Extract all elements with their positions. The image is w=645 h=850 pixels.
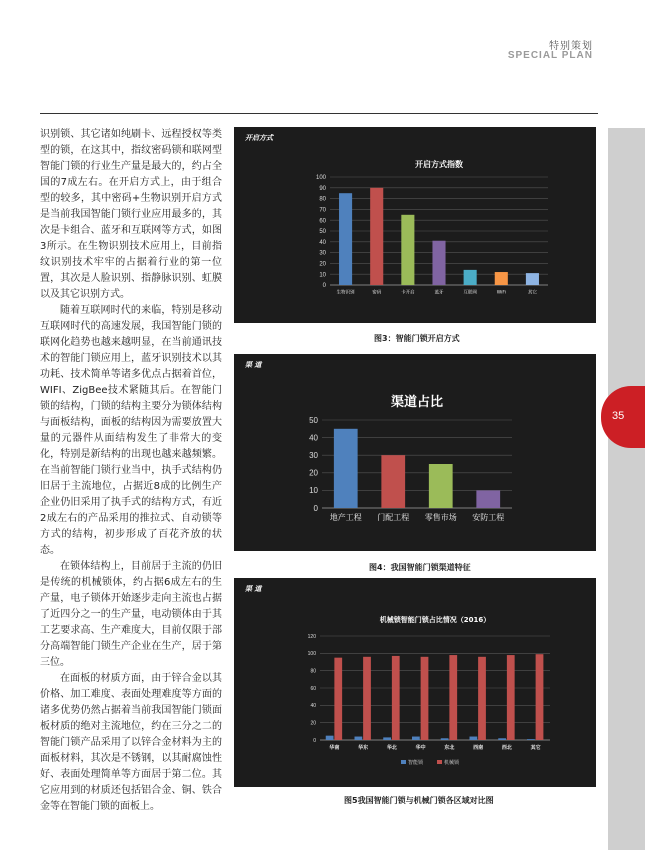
chart-bar <box>412 737 420 740</box>
chart-region-compare <box>234 578 596 787</box>
legend-swatch <box>401 760 406 764</box>
y-tick-label: 60 <box>319 218 326 225</box>
figure-caption: 图5我国智能门锁与机械门锁各区域对比图 <box>344 796 494 805</box>
chart-bar <box>334 429 358 508</box>
y-tick-label: 0 <box>313 503 318 513</box>
y-tick-label: 90 <box>319 185 326 192</box>
x-category-label: 西北 <box>501 745 512 751</box>
y-tick-label: 80 <box>310 668 316 675</box>
y-tick-label: 50 <box>319 229 326 236</box>
panel-title: 渠 道 <box>245 585 262 593</box>
x-category-label: 门配工程 <box>377 513 410 522</box>
y-tick-label: 20 <box>309 468 318 478</box>
chart-bar <box>470 737 478 740</box>
y-tick-label: 20 <box>310 720 316 727</box>
chart-bar <box>401 215 414 285</box>
legend-label: 机械锁 <box>444 760 460 766</box>
article-paragraph: 在锁体结构上，目前居于主流的仍旧是传统的机械锁体，约占据6成左右的生产量，电子锁体开始逐步走向主流也占据了近四分之一的生产量，电动锁体由于其工艺要求高、生产难度大，目前仅限于部分高端智能门锁生产企业在生产，居于第三位。 <box>40 561 222 668</box>
chart-bar <box>441 738 449 740</box>
page-number: 35 <box>612 410 625 422</box>
chart-bar <box>334 658 342 740</box>
x-category-label: WiFi <box>496 290 506 296</box>
x-category-label: 零售市场 <box>424 513 457 522</box>
y-tick-label: 30 <box>309 451 318 460</box>
x-category-label: 卡开启 <box>401 290 415 296</box>
y-tick-label: 10 <box>309 486 318 496</box>
y-tick-label: 100 <box>307 651 316 658</box>
x-category-label: 华北 <box>386 745 397 751</box>
section-title-en: SPECIAL PLAN <box>507 50 593 61</box>
legend-swatch <box>437 760 442 764</box>
chart-bar <box>383 737 391 740</box>
chart-title: 机械锁智能门锁占比情况（2016） <box>379 616 491 624</box>
x-category-label: 华南 <box>329 745 340 751</box>
y-tick-label: 30 <box>319 250 326 257</box>
chart-bar <box>498 738 506 740</box>
legend-label: 智能锁 <box>408 760 424 766</box>
chart-bar <box>429 464 453 508</box>
x-category-label: 华中 <box>415 745 426 751</box>
chart-bar <box>326 736 334 740</box>
x-category-label: 密码 <box>372 290 382 296</box>
figure-panel-region-compare <box>234 578 596 787</box>
x-category-label: 华东 <box>358 745 369 751</box>
header-divider <box>40 113 598 114</box>
y-tick-label: 70 <box>319 207 326 214</box>
chart-bar <box>392 656 400 740</box>
figure-panel-open-method <box>234 127 596 323</box>
x-category-label: 蓝牙 <box>434 290 444 296</box>
chart-bar <box>527 739 535 740</box>
article-body <box>40 127 222 815</box>
chart-bar <box>421 657 429 740</box>
chart-bar <box>381 455 405 508</box>
figure-caption: 图3：智能门锁开启方式 <box>374 334 460 343</box>
y-tick-label: 40 <box>310 703 316 710</box>
chart-bar <box>355 737 363 740</box>
chart-bar <box>432 241 445 285</box>
x-category-label: 其它 <box>527 290 537 296</box>
y-tick-label: 100 <box>315 175 326 182</box>
chart-bar <box>370 188 383 285</box>
chart-bar <box>464 270 477 285</box>
panel-title: 渠 道 <box>245 361 262 369</box>
y-tick-label: 80 <box>319 196 326 203</box>
y-tick-label: 0 <box>322 283 326 290</box>
x-category-label: 生物识别 <box>336 290 355 296</box>
sidebar-gray-bar <box>608 128 645 850</box>
y-tick-label: 0 <box>313 737 316 744</box>
x-category-label: 地产工程 <box>329 513 362 522</box>
article-paragraph: 在面板的材质方面，由于锌合金以其价格、加工难度、表面处理难度等方面的诸多优势仍然占据着当前我国智能门锁面板材质的绝对主流地位，约在三分之二的智能门锁产品采用了以锌合金材料为主的面板材料，其次是不锈钢，以其耐腐蚀性好、表面处理简单等方面居于第二位。其它应用到的材质还包括铝合金、铜、铁合金等在智能门锁的面板上。 <box>40 673 222 812</box>
chart-title: 渠道占比 <box>390 395 444 410</box>
chart-bar <box>339 193 352 285</box>
y-tick-label: 120 <box>307 633 316 640</box>
figure-caption: 图4：我国智能门锁渠道特征 <box>369 563 471 572</box>
chart-bar <box>449 655 457 740</box>
chart-bar <box>476 490 500 508</box>
panel-title: 开启方式 <box>245 134 273 142</box>
chart-bar <box>536 654 544 740</box>
article-paragraph: 随着互联网时代的来临，特别是移动互联网时代的高速发展，我国智能门锁的联网化趋势也越来越明显，在当前通讯技术的智能门锁应用上，蓝牙识别技术以其功耗、技术简单等诸多优点占据着首位，WIFI、ZigBee技术紧随其后。在智能门锁的结构，门锁的结构主要分为锁体结构与面板结构，面板的结构因为需要放置大量的元器件从面结构发生了非常大的变化，特别是新结构的出现也越来越频繁。在当前智能门锁行业当中，执手式结构仍旧居于主流地位，占据近8成的比例生产企业仍旧采用了执手式的结构方式，有近2成左右的产品采用的推拉式、自动锁等方式的结构，初步形成了百花齐放的状态。 <box>40 305 222 556</box>
chart-title: 开启方式指数 <box>415 160 463 169</box>
y-tick-label: 50 <box>309 415 318 425</box>
y-tick-label: 20 <box>319 261 326 268</box>
figure-panel-channel-share <box>234 354 596 551</box>
chart-bar <box>495 272 508 285</box>
y-tick-label: 60 <box>310 685 316 692</box>
article-paragraph: 识别锁、其它诸如纯刷卡、远程授权等类型的锁，在这其中，指纹密码锁和联网型智能门锁的行业生产量是最大的，约占全国的7成左右。在开启方式上，由于组合型的较多，其中密码+生物识别开启方式是当前我国智能门锁行业应用最多的，其次是卡组合、蓝牙和互联网等方式，如图3所示。在生物识别技术应用上，目前指纹识别技术牢牢的占据着行业的第一位置，其次是人脸识别、指静脉识别、虹膜以及其它识别方式。 <box>40 129 222 300</box>
y-tick-label: 40 <box>309 433 318 443</box>
y-tick-label: 40 <box>319 239 326 246</box>
section-title-cn: 特别策划 <box>549 41 593 52</box>
x-category-label: 安防工程 <box>472 513 505 522</box>
y-tick-label: 10 <box>319 272 326 279</box>
x-category-label: 西南 <box>473 745 484 751</box>
chart-channel-share <box>234 354 596 551</box>
x-category-label: 东北 <box>444 745 455 751</box>
chart-bar <box>507 655 515 740</box>
x-category-label: 其它 <box>530 745 541 751</box>
chart-bar <box>363 657 371 740</box>
x-category-label: 互联网 <box>463 290 477 296</box>
chart-open-method <box>234 127 596 323</box>
chart-bar <box>478 657 486 740</box>
chart-bar <box>526 273 539 285</box>
